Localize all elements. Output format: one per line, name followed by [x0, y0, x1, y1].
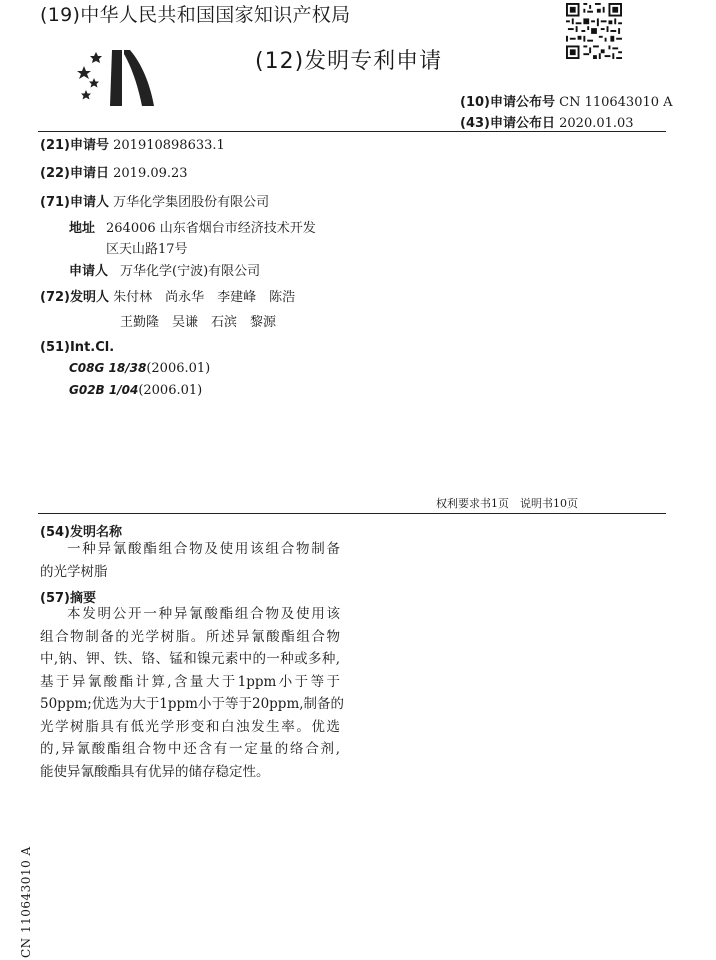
title-line: 一种异氰酸酯组合物及使用该组合物制备 [67, 541, 340, 557]
applicant: 万华化学集团股份有限公司 [113, 195, 270, 210]
abstract-line: 50ppm;优选为大于1ppm小于等于20ppm,制备的 [40, 696, 345, 712]
abstract-line: 基于异氰酸酯计算,含量大于1ppm小于等于 [40, 673, 340, 690]
document-type: (12)发明专利申请 [255, 49, 443, 74]
publication-number-line [460, 91, 673, 110]
publication-date-label: (43)申请公布日 [460, 116, 555, 131]
body-divider [38, 513, 666, 514]
office-name: (19)中华人民共和国国家知识产权局 [40, 4, 351, 26]
header-divider [38, 131, 666, 132]
side-publication-number: CN 110643010 A [19, 846, 33, 958]
qr-code-icon [566, 3, 622, 59]
publication-date-line [460, 112, 634, 131]
application-number-field [40, 138, 225, 154]
publication-number-label: (10)申请公布号 [460, 95, 555, 110]
address-label: 地址 [69, 221, 96, 236]
page-count-info: 权利要求书1页 说明书10页 [436, 497, 578, 510]
abstract-label: (57)摘要 [40, 591, 96, 606]
abstract-line: 本发明公开一种异氰酸酯组合物及使用该 [67, 606, 340, 622]
cnipa-logo-icon [72, 44, 164, 114]
abstract-line: 的,异氰酸酯组合物中还含有一定量的络合剂, [40, 741, 340, 757]
invention-title-label: (54)发明名称 [40, 525, 122, 540]
abstract-line: 中,钠、钾、铁、铬、锰和镍元素中的一种或多种, [40, 651, 340, 667]
application-date-label: (22)申请日 [40, 166, 109, 181]
inventors-label: (72)发明人 [40, 290, 109, 305]
address-line-1: 264006 山东省烟台市经济技术开发 [106, 221, 316, 236]
application-date-field [40, 166, 188, 182]
application-number-label: (21)申请号 [40, 138, 109, 153]
applicant-label: (71)申请人 [40, 195, 109, 210]
abstract-line: 能使异氰酸酯具有优异的储存稳定性。 [40, 763, 270, 780]
applicant-2-label: 申请人 [69, 264, 109, 279]
address-line-2: 区天山路17号 [106, 242, 188, 257]
abstract-line: 光学树脂具有低光学形变和白浊发生率。优选 [40, 718, 340, 735]
inventors-field [40, 290, 295, 306]
inventors-line-2: 王勤隆 吴谦 石滨 黎源 [120, 315, 277, 330]
ipc-classification: G02B 1/04(2006.01) [69, 383, 203, 398]
publication-date: 2020.01.03 [559, 116, 634, 131]
abstract-text [40, 603, 345, 783]
ipc-label: (51)Int.Cl. [40, 340, 115, 355]
applicant-field [40, 195, 269, 211]
application-number: 201910898633.1 [113, 138, 225, 153]
inventors-line-1: 朱付林 尚永华 李建峰 陈浩 [113, 290, 296, 305]
title-line: 的光学树脂 [40, 563, 108, 580]
invention-title [40, 538, 340, 583]
abstract-line: 组合物制备的光学树脂。所述异氰酸酯组合物 [40, 628, 340, 645]
ipc-classification: C08G 18/38(2006.01) [69, 361, 211, 376]
application-date: 2019.09.23 [113, 166, 188, 181]
publication-number: CN 110643010 A [559, 95, 673, 110]
applicant-2: 万华化学(宁波)有限公司 [120, 264, 261, 279]
